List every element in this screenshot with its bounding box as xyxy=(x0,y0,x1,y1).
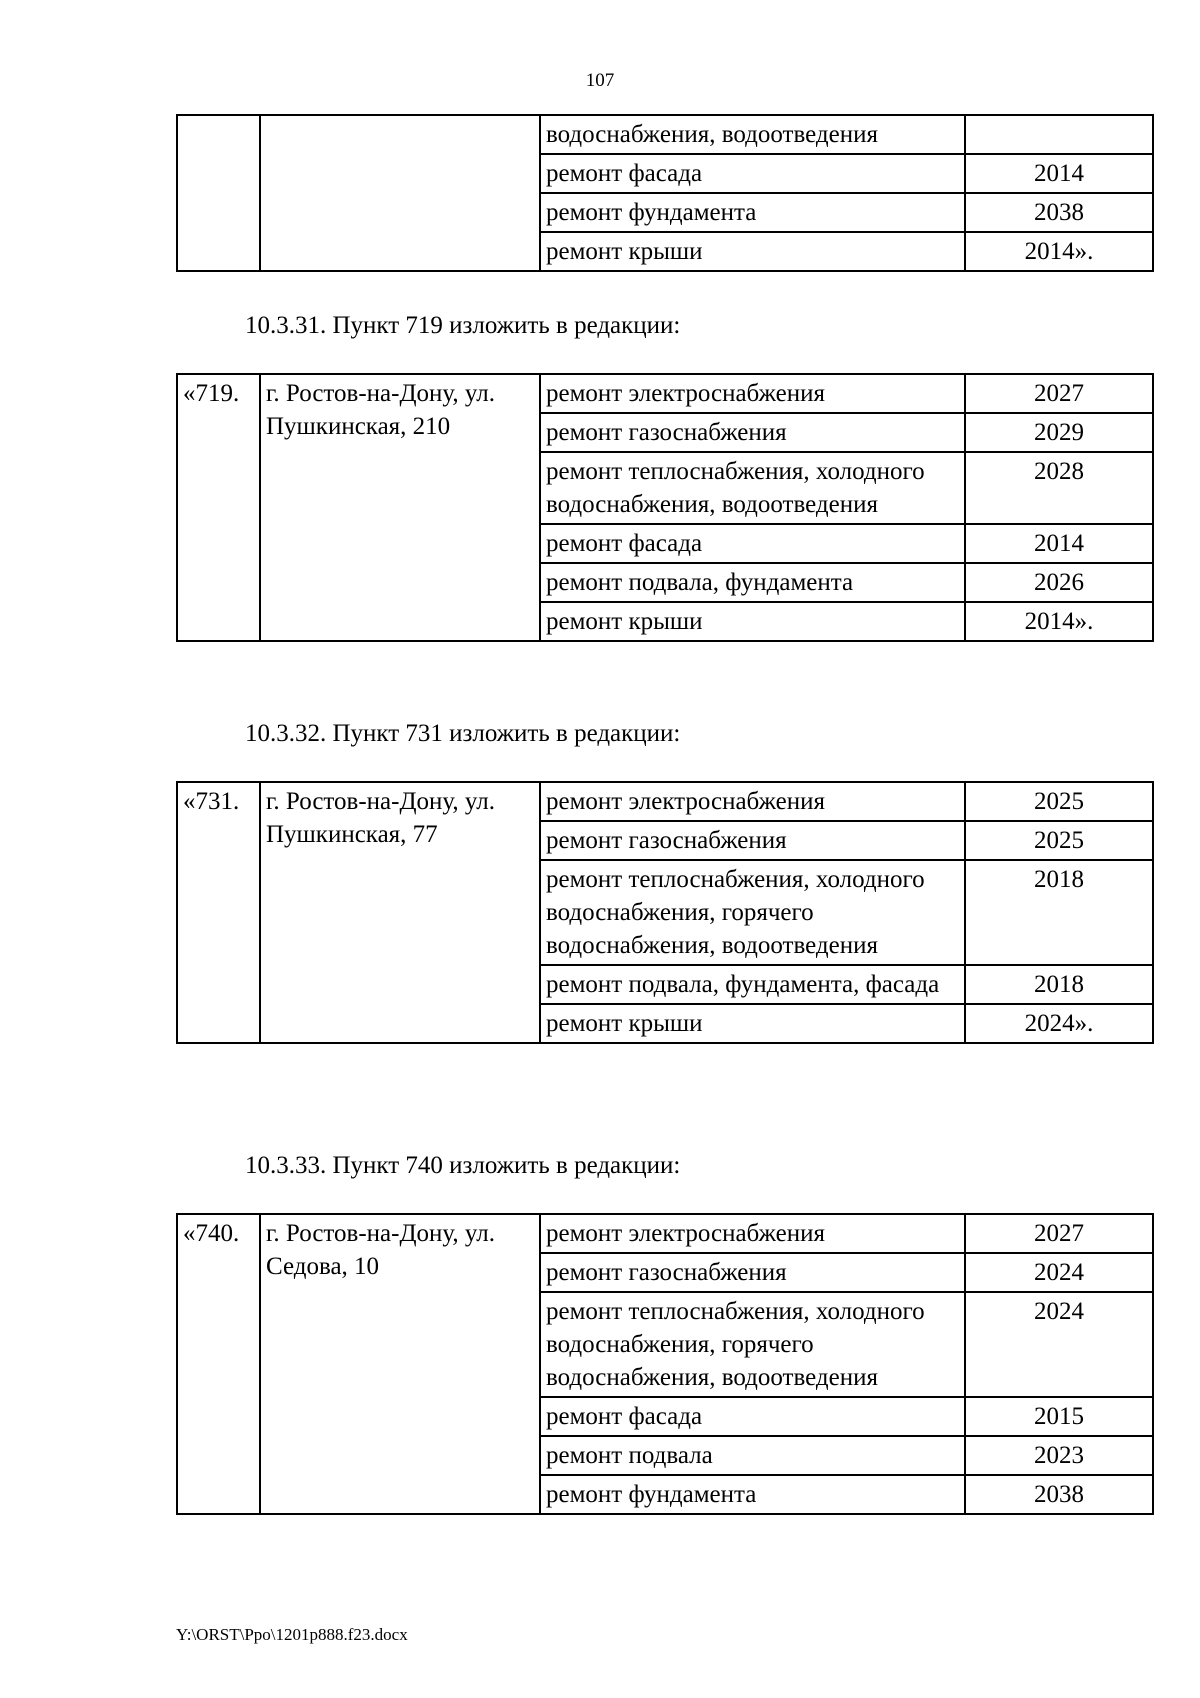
year-cell: 2025 xyxy=(965,821,1153,860)
works-table-719 xyxy=(176,373,1154,642)
year-cell: 2015 xyxy=(965,1397,1153,1436)
item-address xyxy=(260,115,540,271)
year-cell: 2023 xyxy=(965,1436,1153,1475)
work-cell: ремонт крыши xyxy=(540,602,965,641)
paragraph-heading: 10.3.31. Пункт 719 изложить в редакции: xyxy=(245,312,681,339)
work-cell: ремонт электроснабжения xyxy=(540,1214,965,1253)
work-cell: ремонт крыши xyxy=(540,1004,965,1043)
year-cell: 2025 xyxy=(965,782,1153,821)
year-cell xyxy=(965,115,1153,154)
works-table-731 xyxy=(176,781,1154,1044)
works-table-740 xyxy=(176,1213,1154,1515)
year-cell: 2014 xyxy=(965,524,1153,563)
work-cell: водоснабжения, водоотведения xyxy=(540,115,965,154)
year-cell: 2027 xyxy=(965,374,1153,413)
work-cell: ремонт фундамента xyxy=(540,193,965,232)
year-cell: 2014». xyxy=(965,602,1153,641)
work-cell: ремонт газоснабжения xyxy=(540,413,965,452)
item-address: г. Ростов-на-Дону, ул. Седова, 10 xyxy=(260,1214,540,1514)
work-cell: ремонт газоснабжения xyxy=(540,821,965,860)
year-cell: 2027 xyxy=(965,1214,1153,1253)
work-cell: ремонт крыши xyxy=(540,232,965,271)
year-cell: 2038 xyxy=(965,1475,1153,1514)
year-cell: 2024». xyxy=(965,1004,1153,1043)
year-cell: 2028 xyxy=(965,452,1153,524)
work-cell: ремонт подвала, фундамента, фасада xyxy=(540,965,965,1004)
work-cell: ремонт фасада xyxy=(540,524,965,563)
year-cell: 2014». xyxy=(965,232,1153,271)
work-cell: ремонт фасада xyxy=(540,154,965,193)
year-cell: 2014 xyxy=(965,154,1153,193)
page-number: 107 xyxy=(585,70,615,91)
work-cell: ремонт электроснабжения xyxy=(540,374,965,413)
work-cell: ремонт теплоснабжения, холодного водоснабжения, горячего водоснабжения, водоотведения xyxy=(540,1292,965,1397)
table-row xyxy=(177,374,1153,413)
item-number: «731. xyxy=(177,782,260,1043)
year-cell: 2024 xyxy=(965,1292,1153,1397)
year-cell: 2018 xyxy=(965,965,1153,1004)
work-cell: ремонт электроснабжения xyxy=(540,782,965,821)
works-table-continuation xyxy=(176,114,1154,272)
table-row xyxy=(177,782,1153,821)
item-address: г. Ростов-на-Дону, ул. Пушкинская, 77 xyxy=(260,782,540,1043)
work-cell: ремонт фасада xyxy=(540,1397,965,1436)
file-path-footer: Y:\ORST\Ppo\1201p888.f23.docx xyxy=(176,1625,408,1644)
work-cell: ремонт газоснабжения xyxy=(540,1253,965,1292)
item-address: г. Ростов-на-Дону, ул. Пушкинская, 210 xyxy=(260,374,540,641)
year-cell: 2038 xyxy=(965,193,1153,232)
work-cell: ремонт подвала, фундамента xyxy=(540,563,965,602)
year-cell: 2018 xyxy=(965,860,1153,965)
work-cell: ремонт фундамента xyxy=(540,1475,965,1514)
item-number xyxy=(177,115,260,271)
work-cell: ремонт теплоснабжения, холодного водоснабжения, горячего водоснабжения, водоотведения xyxy=(540,860,965,965)
work-cell: ремонт подвала xyxy=(540,1436,965,1475)
work-cell: ремонт теплоснабжения, холодного водоснабжения, водоотведения xyxy=(540,452,965,524)
year-cell: 2026 xyxy=(965,563,1153,602)
table-row xyxy=(177,1214,1153,1253)
year-cell: 2029 xyxy=(965,413,1153,452)
paragraph-heading: 10.3.32. Пункт 731 изложить в редакции: xyxy=(245,720,681,747)
paragraph-heading: 10.3.33. Пункт 740 изложить в редакции: xyxy=(245,1152,681,1179)
table-row xyxy=(177,115,1153,154)
year-cell: 2024 xyxy=(965,1253,1153,1292)
item-number: «740. xyxy=(177,1214,260,1514)
item-number: «719. xyxy=(177,374,260,641)
